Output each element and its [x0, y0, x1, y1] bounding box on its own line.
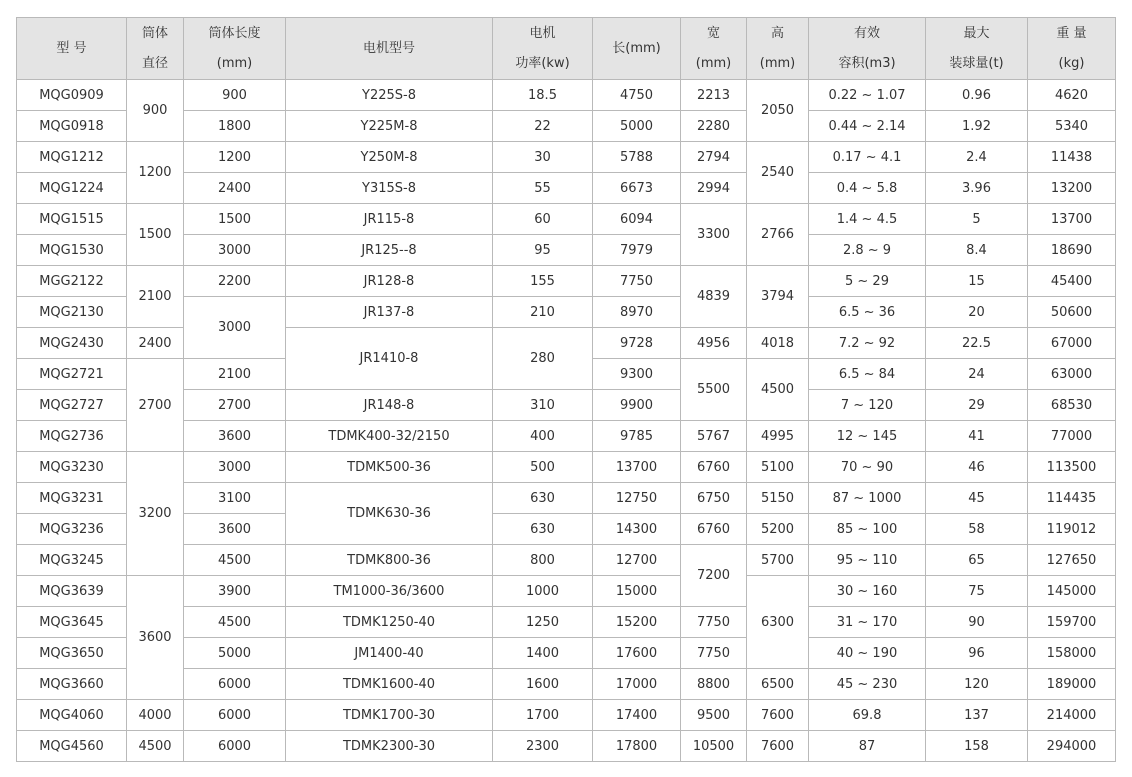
cell-volume: 0.44 ~ 2.14 [809, 111, 926, 142]
cell-diameter: 2100 [127, 266, 184, 328]
cell-width: 2994 [681, 173, 747, 204]
cell-length: 1200 [184, 142, 286, 173]
cell-width: 4956 [681, 328, 747, 359]
cell-diameter: 2700 [127, 359, 184, 452]
cell-weight: 127650 [1028, 545, 1116, 576]
cell-height: 3794 [747, 266, 809, 328]
cell-long: 6673 [593, 173, 681, 204]
cell-height: 4018 [747, 328, 809, 359]
cell-motor: TDMK400-32/2150 [286, 421, 493, 452]
cell-volume: 87 [809, 731, 926, 762]
cell-length: 3000 [184, 235, 286, 266]
cell-height: 5200 [747, 514, 809, 545]
cell-power: 630 [493, 514, 593, 545]
cell-weight: 68530 [1028, 390, 1116, 421]
cell-long: 6094 [593, 204, 681, 235]
cell-width: 2794 [681, 142, 747, 173]
table-row [17, 142, 1116, 173]
cell-ball: 137 [926, 700, 1028, 731]
cell-volume: 0.4 ~ 5.8 [809, 173, 926, 204]
cell-power: 400 [493, 421, 593, 452]
cell-volume: 85 ~ 100 [809, 514, 926, 545]
header-weight: 重 量 (kg) [1028, 18, 1116, 80]
cell-weight: 294000 [1028, 731, 1116, 762]
cell-power: 1000 [493, 576, 593, 607]
cell-model: MQG1530 [17, 235, 127, 266]
cell-length: 3000 [184, 297, 286, 359]
cell-width: 4839 [681, 266, 747, 328]
cell-volume: 2.8 ~ 9 [809, 235, 926, 266]
cell-volume: 7.2 ~ 92 [809, 328, 926, 359]
cell-power: 1600 [493, 669, 593, 700]
cell-motor: Y315S-8 [286, 173, 493, 204]
cell-model: MQG2736 [17, 421, 127, 452]
cell-volume: 1.4 ~ 4.5 [809, 204, 926, 235]
cell-width: 6760 [681, 514, 747, 545]
cell-motor: Y225M-8 [286, 111, 493, 142]
cell-ball: 1.92 [926, 111, 1028, 142]
cell-diameter: 3200 [127, 452, 184, 576]
cell-volume: 69.8 [809, 700, 926, 731]
cell-ball: 65 [926, 545, 1028, 576]
cell-model: MQG1224 [17, 173, 127, 204]
cell-length: 2400 [184, 173, 286, 204]
cell-power: 30 [493, 142, 593, 173]
cell-length: 6000 [184, 669, 286, 700]
cell-long: 12700 [593, 545, 681, 576]
cell-long: 5788 [593, 142, 681, 173]
cell-model: MQG2130 [17, 297, 127, 328]
cell-ball: 96 [926, 638, 1028, 669]
cell-volume: 0.17 ~ 4.1 [809, 142, 926, 173]
cell-height: 7600 [747, 700, 809, 731]
cell-ball: 29 [926, 390, 1028, 421]
cell-height: 4500 [747, 359, 809, 421]
cell-model: MQG3645 [17, 607, 127, 638]
cell-diameter: 900 [127, 80, 184, 142]
header-volume: 有效 容积(m3) [809, 18, 926, 80]
cell-long: 9900 [593, 390, 681, 421]
cell-ball: 46 [926, 452, 1028, 483]
cell-motor: JR137-8 [286, 297, 493, 328]
cell-width: 7200 [681, 545, 747, 607]
cell-long: 9785 [593, 421, 681, 452]
cell-long: 17600 [593, 638, 681, 669]
header-motor: 电机型号 [286, 18, 493, 80]
cell-length: 6000 [184, 731, 286, 762]
cell-power: 155 [493, 266, 593, 297]
header-power: 电机 功率(kw) [493, 18, 593, 80]
cell-width: 7750 [681, 607, 747, 638]
cell-diameter: 3600 [127, 576, 184, 700]
cell-ball: 120 [926, 669, 1028, 700]
header-length: 筒体长度 (mm) [184, 18, 286, 80]
cell-long: 9728 [593, 328, 681, 359]
cell-model: MQG3660 [17, 669, 127, 700]
header-diameter: 筒体 直径 [127, 18, 184, 80]
cell-volume: 87 ~ 1000 [809, 483, 926, 514]
cell-ball: 15 [926, 266, 1028, 297]
cell-width: 10500 [681, 731, 747, 762]
cell-motor: TDMK500-36 [286, 452, 493, 483]
cell-diameter: 4000 [127, 700, 184, 731]
cell-motor: JM1400-40 [286, 638, 493, 669]
table-row [17, 328, 1116, 359]
cell-ball: 20 [926, 297, 1028, 328]
cell-height: 6500 [747, 669, 809, 700]
cell-long: 17400 [593, 700, 681, 731]
cell-volume: 45 ~ 230 [809, 669, 926, 700]
cell-power: 800 [493, 545, 593, 576]
cell-long: 7750 [593, 266, 681, 297]
cell-volume: 70 ~ 90 [809, 452, 926, 483]
cell-length: 4500 [184, 545, 286, 576]
cell-motor: JR125--8 [286, 235, 493, 266]
ball-mill-spec-table [16, 17, 1116, 762]
cell-model: MQG3231 [17, 483, 127, 514]
header-width: 宽 (mm) [681, 18, 747, 80]
cell-long: 7979 [593, 235, 681, 266]
table-row [17, 576, 1116, 607]
cell-model: MQG3236 [17, 514, 127, 545]
cell-long: 15000 [593, 576, 681, 607]
cell-motor: TDMK1700-30 [286, 700, 493, 731]
cell-height: 2766 [747, 204, 809, 266]
cell-length: 2700 [184, 390, 286, 421]
cell-height: 2050 [747, 80, 809, 142]
cell-ball: 75 [926, 576, 1028, 607]
cell-weight: 13200 [1028, 173, 1116, 204]
cell-motor: TDMK630-36 [286, 483, 493, 545]
cell-weight: 145000 [1028, 576, 1116, 607]
cell-ball: 158 [926, 731, 1028, 762]
cell-long: 14300 [593, 514, 681, 545]
cell-width: 2280 [681, 111, 747, 142]
cell-length: 3900 [184, 576, 286, 607]
cell-height: 5100 [747, 452, 809, 483]
cell-model: MQG1515 [17, 204, 127, 235]
cell-width: 5500 [681, 359, 747, 421]
cell-volume: 6.5 ~ 36 [809, 297, 926, 328]
cell-power: 18.5 [493, 80, 593, 111]
cell-height: 4995 [747, 421, 809, 452]
cell-model: MQG2721 [17, 359, 127, 390]
cell-diameter: 4500 [127, 731, 184, 762]
cell-power: 22 [493, 111, 593, 142]
cell-ball: 41 [926, 421, 1028, 452]
table-row [17, 80, 1116, 111]
table-row [17, 452, 1116, 483]
cell-volume: 31 ~ 170 [809, 607, 926, 638]
cell-long: 5000 [593, 111, 681, 142]
cell-motor: TDMK1250-40 [286, 607, 493, 638]
cell-ball: 2.4 [926, 142, 1028, 173]
cell-volume: 40 ~ 190 [809, 638, 926, 669]
cell-power: 1700 [493, 700, 593, 731]
header-row [17, 18, 1116, 80]
cell-height: 7600 [747, 731, 809, 762]
cell-power: 630 [493, 483, 593, 514]
cell-width: 9500 [681, 700, 747, 731]
table-row [17, 204, 1116, 235]
cell-model: MQG3639 [17, 576, 127, 607]
cell-model: MQG2727 [17, 390, 127, 421]
table-row [17, 266, 1116, 297]
cell-ball: 58 [926, 514, 1028, 545]
cell-weight: 67000 [1028, 328, 1116, 359]
cell-length: 3000 [184, 452, 286, 483]
cell-motor: JR148-8 [286, 390, 493, 421]
cell-width: 5767 [681, 421, 747, 452]
header-height: 高 (mm) [747, 18, 809, 80]
cell-model: MQG4060 [17, 700, 127, 731]
cell-volume: 30 ~ 160 [809, 576, 926, 607]
cell-diameter: 2400 [127, 328, 184, 359]
cell-weight: 114435 [1028, 483, 1116, 514]
cell-motor: TM1000-36/3600 [286, 576, 493, 607]
cell-long: 12750 [593, 483, 681, 514]
cell-ball: 90 [926, 607, 1028, 638]
cell-weight: 50600 [1028, 297, 1116, 328]
cell-long: 13700 [593, 452, 681, 483]
cell-ball: 0.96 [926, 80, 1028, 111]
cell-model: MQG2430 [17, 328, 127, 359]
cell-motor: TDMK1600-40 [286, 669, 493, 700]
cell-length: 1800 [184, 111, 286, 142]
cell-length: 3100 [184, 483, 286, 514]
cell-motor: Y225S-8 [286, 80, 493, 111]
cell-power: 1400 [493, 638, 593, 669]
header-long: 长(mm) [593, 18, 681, 80]
cell-model: MQG3650 [17, 638, 127, 669]
cell-volume: 7 ~ 120 [809, 390, 926, 421]
cell-power: 210 [493, 297, 593, 328]
cell-motor: Y250M-8 [286, 142, 493, 173]
cell-diameter: 1500 [127, 204, 184, 266]
cell-ball: 22.5 [926, 328, 1028, 359]
cell-width: 2213 [681, 80, 747, 111]
cell-ball: 45 [926, 483, 1028, 514]
cell-length: 4500 [184, 607, 286, 638]
cell-length: 6000 [184, 700, 286, 731]
cell-power: 2300 [493, 731, 593, 762]
cell-weight: 214000 [1028, 700, 1116, 731]
cell-length: 900 [184, 80, 286, 111]
cell-volume: 12 ~ 145 [809, 421, 926, 452]
cell-weight: 13700 [1028, 204, 1116, 235]
cell-model: MQG1212 [17, 142, 127, 173]
cell-volume: 5 ~ 29 [809, 266, 926, 297]
cell-height: 2540 [747, 142, 809, 204]
cell-ball: 24 [926, 359, 1028, 390]
cell-ball: 5 [926, 204, 1028, 235]
cell-model: MQG0918 [17, 111, 127, 142]
cell-volume: 6.5 ~ 84 [809, 359, 926, 390]
cell-length: 2100 [184, 359, 286, 390]
cell-power: 280 [493, 328, 593, 390]
cell-motor: JR115-8 [286, 204, 493, 235]
cell-weight: 18690 [1028, 235, 1116, 266]
cell-length: 1500 [184, 204, 286, 235]
cell-model: MGG2122 [17, 266, 127, 297]
cell-height: 5700 [747, 545, 809, 576]
cell-weight: 5340 [1028, 111, 1116, 142]
cell-length: 3600 [184, 514, 286, 545]
cell-width: 6760 [681, 452, 747, 483]
cell-height: 6300 [747, 576, 809, 669]
cell-width: 3300 [681, 204, 747, 266]
cell-power: 1250 [493, 607, 593, 638]
header-ball: 最大 装球量(t) [926, 18, 1028, 80]
cell-long: 15200 [593, 607, 681, 638]
cell-weight: 189000 [1028, 669, 1116, 700]
cell-long: 4750 [593, 80, 681, 111]
cell-volume: 95 ~ 110 [809, 545, 926, 576]
cell-weight: 11438 [1028, 142, 1116, 173]
cell-model: MQG0909 [17, 80, 127, 111]
cell-width: 8800 [681, 669, 747, 700]
cell-weight: 158000 [1028, 638, 1116, 669]
cell-ball: 3.96 [926, 173, 1028, 204]
cell-width: 7750 [681, 638, 747, 669]
cell-diameter: 1200 [127, 142, 184, 204]
cell-weight: 63000 [1028, 359, 1116, 390]
cell-ball: 8.4 [926, 235, 1028, 266]
cell-model: MQG3245 [17, 545, 127, 576]
cell-power: 310 [493, 390, 593, 421]
cell-long: 17800 [593, 731, 681, 762]
cell-width: 6750 [681, 483, 747, 514]
cell-length: 5000 [184, 638, 286, 669]
cell-weight: 113500 [1028, 452, 1116, 483]
cell-power: 55 [493, 173, 593, 204]
cell-motor: TDMK800-36 [286, 545, 493, 576]
cell-motor: JR128-8 [286, 266, 493, 297]
cell-power: 95 [493, 235, 593, 266]
cell-power: 500 [493, 452, 593, 483]
cell-power: 60 [493, 204, 593, 235]
cell-weight: 77000 [1028, 421, 1116, 452]
cell-height: 5150 [747, 483, 809, 514]
cell-motor: JR1410-8 [286, 328, 493, 390]
table-row [17, 700, 1116, 731]
cell-volume: 0.22 ~ 1.07 [809, 80, 926, 111]
table-row [17, 731, 1116, 762]
cell-weight: 45400 [1028, 266, 1116, 297]
cell-length: 2200 [184, 266, 286, 297]
cell-long: 8970 [593, 297, 681, 328]
cell-long: 17000 [593, 669, 681, 700]
cell-length: 3600 [184, 421, 286, 452]
cell-model: MQG4560 [17, 731, 127, 762]
cell-long: 9300 [593, 359, 681, 390]
header-model: 型 号 [17, 18, 127, 80]
cell-weight: 4620 [1028, 80, 1116, 111]
cell-weight: 119012 [1028, 514, 1116, 545]
cell-motor: TDMK2300-30 [286, 731, 493, 762]
cell-model: MQG3230 [17, 452, 127, 483]
cell-weight: 159700 [1028, 607, 1116, 638]
